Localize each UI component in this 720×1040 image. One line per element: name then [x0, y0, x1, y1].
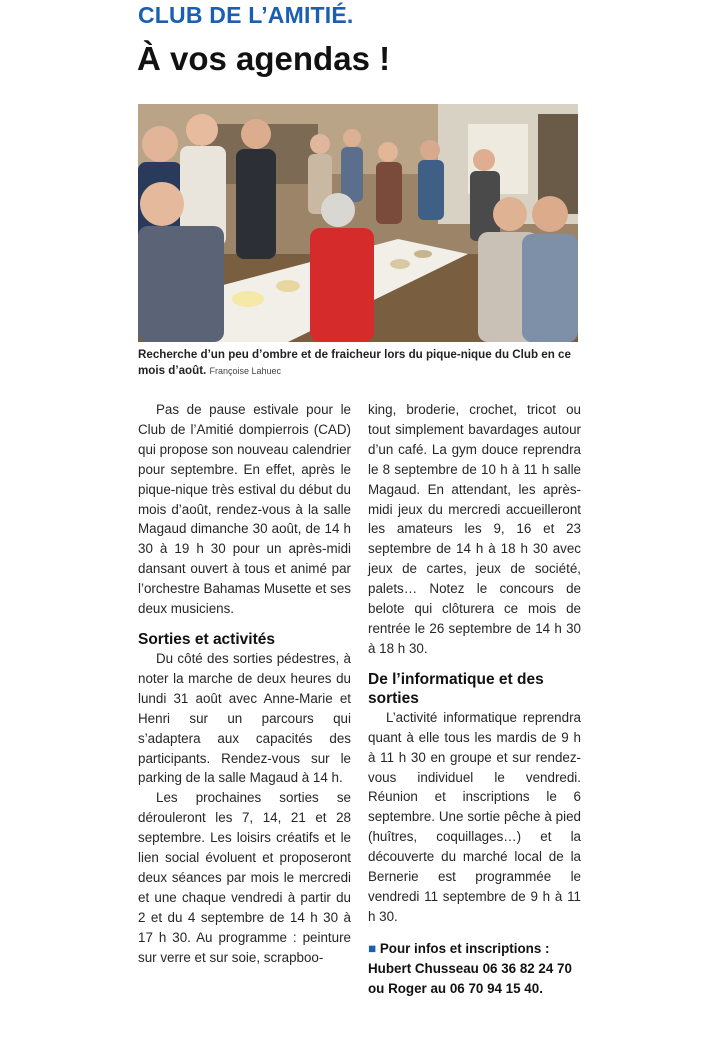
photo-credit: Françoise Lahuec [209, 366, 282, 376]
paragraph: L’activité informatique reprendra quant à elle tous les mardis de 9 h à 11 h 30 en groupe et sur rendez-vous individuel le vendredi. Réunion et inscriptions le 6 septembre. Une sortie pêche à pied (huîtres, coquillages…) et la découverte du marché local de la Bernerie est programmée le vendredi 11 septembre de 9 h à 11 h 30. [368, 709, 581, 924]
paragraph: Du côté des sorties pédestres, à noter la marche de deux heures du lundi 31 août avec Anne-Marie et Henri sur un parcours qui s’adaptera aux capacités des participants. Rendez-vous sur le parking de la salle Magaud à 14 h. [138, 650, 351, 786]
subheading-sorties: Sorties et activités [138, 630, 275, 648]
info-marker: ■ [368, 940, 377, 956]
info-text: Pour infos et inscriptions : Hubert Chusseau 06 36 82 24 70 ou Roger au 06 70 94 15 40. [368, 940, 572, 996]
caption-text: Recherche d’un peu d’ombre et de fraicheur lors du pique-nique du Club en ce mois d’août. [138, 348, 571, 377]
paragraph: Pas de pause estivale pour le Club de l’Amitié dompierrois (CAD) qui propose son nouveau calendrier pour septembre. En effet, après le pique-nique très estival du début du mois d’août, rendez-vous à la salle Magaud dimanche 30 août, de 14 h 30 à 19 h 30 pour un après-midi dansant ouvert à tous et animé par l’orchestre Bahamas Musette et ses deux musiciens. [138, 402, 351, 617]
paragraph: king, broderie, crochet, tricot ou tout simplement bavardages autour d’un café. La gym douce reprendra le 8 septembre de 10 h à 11 h salle Magaud. En attendant, les après-midi jeux du mercredi accueilleront les amateurs les 9, 16 et 23 septembre de 14 h à 18 h 30 avec jeux de cartes, jeux de société, palets… Notez le concours de belote qui clôturera ce mois de rentrée le 26 septembre de 14 h 30 à 18 h 30. [368, 402, 581, 656]
article-headline: À vos agendas ! [137, 40, 391, 77]
article-column-right [368, 400, 581, 999]
info-contact [368, 939, 581, 999]
article-column-left [138, 400, 351, 967]
paragraph: Les prochaines sorties se dérouleront les 7, 14, 21 et 28 septembre. Les loisirs créatifs et le lien social évoluent et proposeront deux séances par mois le mercredi et une chaque vendredi à partir du 2 et du 4 septembre de 14 h 30 à 17 h 30. Au programme : peinture sur verre et sur soie, scrapboo- [138, 790, 351, 965]
photo-caption [138, 347, 578, 379]
subheading-informatique: De l’informatique et des sorties [368, 670, 544, 707]
section-kicker: CLUB DE L’AMITIÉ. [138, 2, 354, 28]
article-photo [138, 104, 578, 342]
